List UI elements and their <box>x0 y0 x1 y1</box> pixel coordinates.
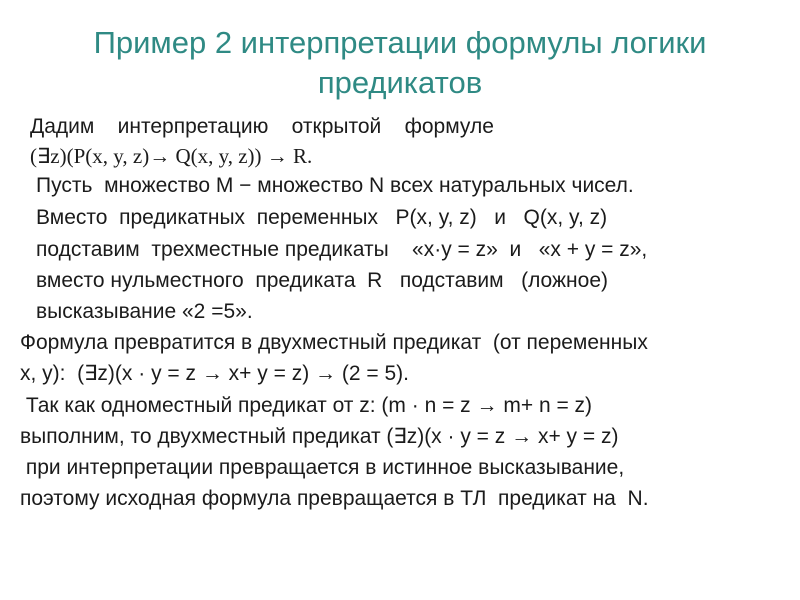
body-line-9: x, y): (∃z)(x · y = z → x+ y = z) → (2 = 5). <box>20 362 409 385</box>
body-line-3: Пусть множество М − множество N всех натуральных чисел. <box>36 174 634 197</box>
body-line-5: подставим трехместные предикаты «x·y = z» и «x + y = z», <box>36 238 648 261</box>
body-line-6: вместо нульместного предиката R подставим (ложное) <box>36 269 608 292</box>
slide-title-line-2: предикатов <box>317 65 483 100</box>
slide-title-line-1: Пример 2 интерпретации формулы логики <box>93 25 707 60</box>
body-line-7: высказывание «2 =5». <box>36 300 253 323</box>
body-line-11: выполним, то двухместный предикат (∃z)(x · y = z → x+ y = z) <box>20 425 619 448</box>
body-line-8: Формула превратится в двухместный предикат (от переменных <box>20 331 648 354</box>
body-line-1: Дадим интерпретацию открытой формуле <box>30 115 494 138</box>
body-line-10: Так как одноместный предикат от z: (m · n = z → m+ n = z) <box>20 394 593 417</box>
body-line-2-formula: (∃z)(P(x, y, z)→ Q(x, y, z)) → R. <box>30 144 313 168</box>
body-line-12: при интерпретации превращается в истинное высказывание, <box>20 456 625 479</box>
body-line-13: поэтому исходная формула превращается в ТЛ предикат на N. <box>20 487 649 510</box>
body-line-4: Вместо предикатных переменных P(x, y, z) и Q(x, y, z) <box>36 206 608 229</box>
